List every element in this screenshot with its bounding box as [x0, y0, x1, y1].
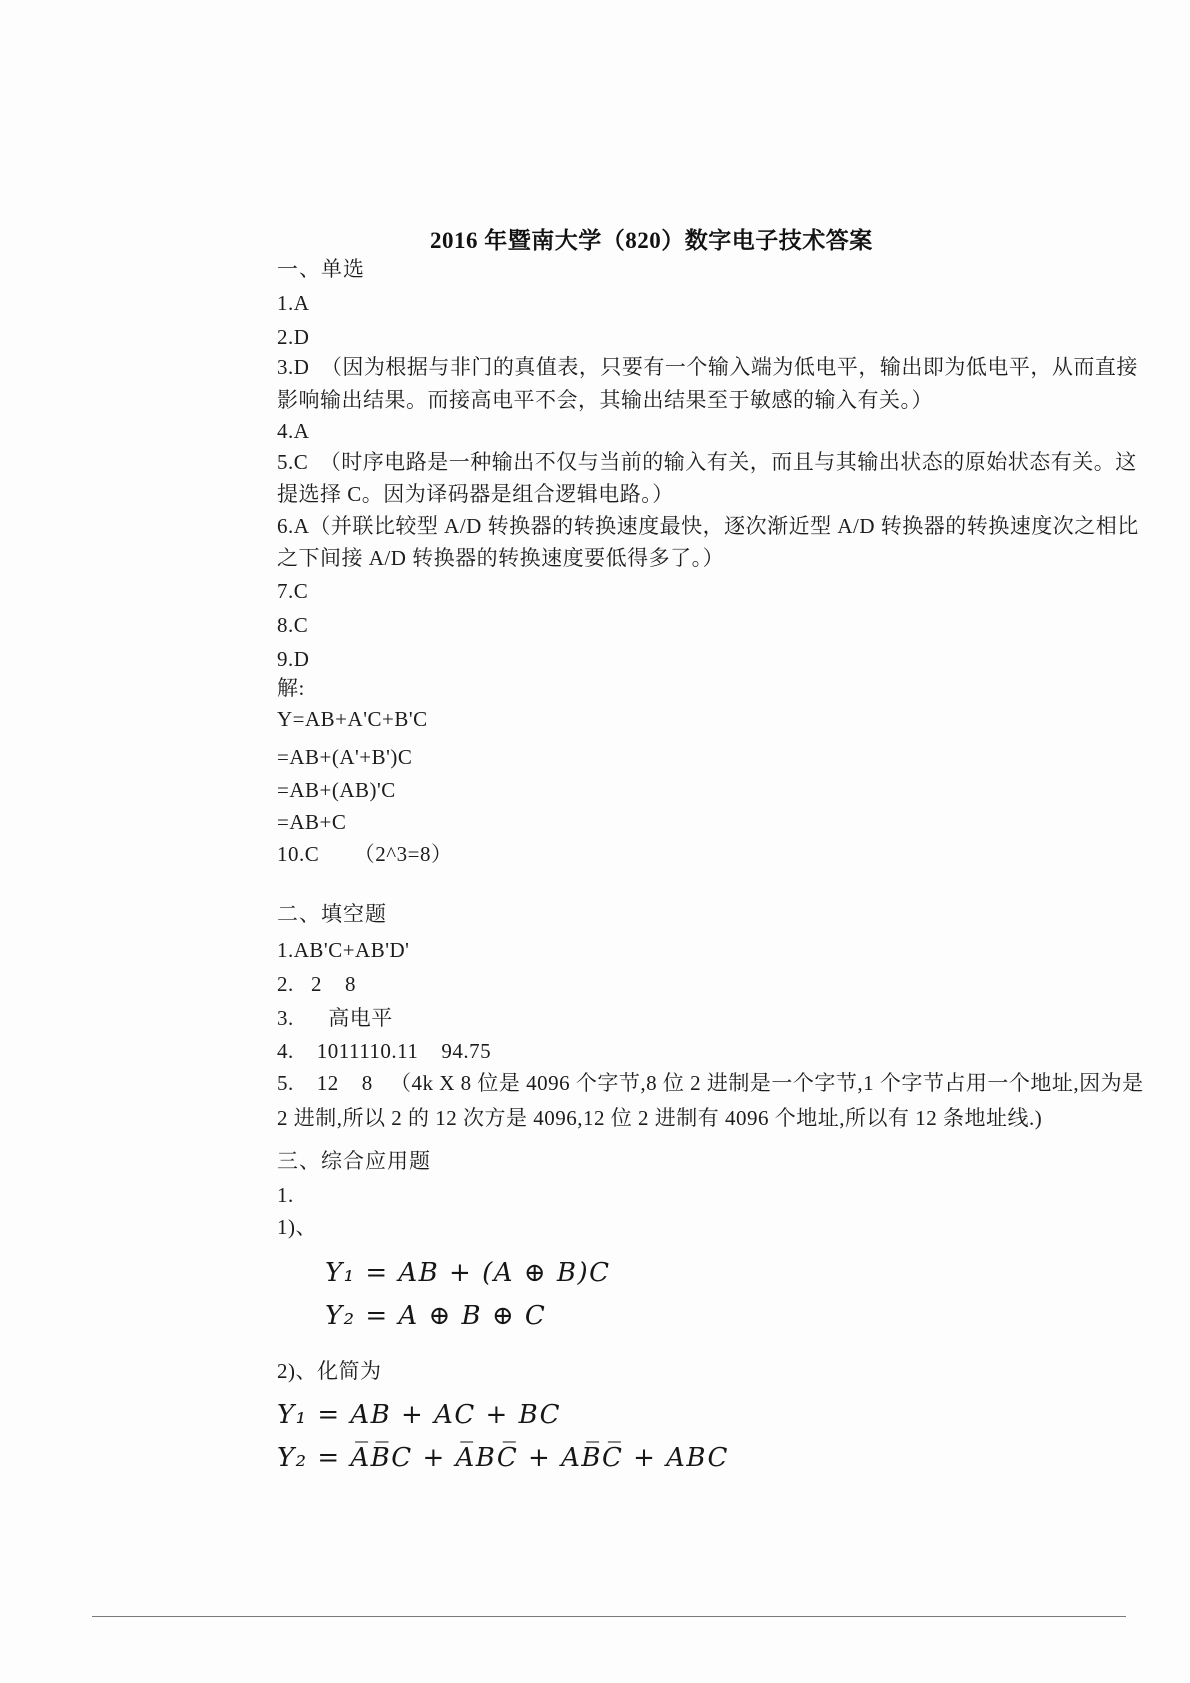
blank-5-line1: 5. 12 8 （4k X 8 位是 4096 个字节,8 位 2 进制是一个字节,1 个字节占用一个地址,因为是: [277, 1071, 1144, 1095]
answer-7: 7.C: [277, 579, 309, 603]
derivation-line2: =AB+(A'+B')C: [277, 745, 413, 769]
formula-y1: Y₁ = AB + (A ⊕ B)C: [325, 1258, 611, 1288]
step-1-label: 1)、: [277, 1215, 317, 1239]
formula-y2: Y₂ = A ⊕ B ⊕ C: [325, 1301, 547, 1331]
blank-4: 4. 1011110.11 94.75: [277, 1039, 492, 1063]
answer-5-explanation-line2: 提选择 C。因为译码器是组合逻辑电路。）: [277, 482, 674, 506]
question-1-label: 1.: [277, 1183, 294, 1207]
section3-heading: 三、综合应用题: [277, 1149, 431, 1173]
answer-6-explanation-line2: 之下间接 A/D 转换器的转换速度要低得多了。）: [277, 546, 725, 570]
solution-label: 解:: [277, 676, 305, 700]
answer-2: 2.D: [277, 325, 310, 349]
blank-3: 3. 高电平: [277, 1006, 393, 1030]
derivation-line3: =AB+(AB)'C: [277, 778, 396, 802]
derivation-line4: =AB+C: [277, 810, 347, 834]
section2-heading: 二、填空题: [277, 902, 387, 926]
answer-3-explanation-line2: 影响输出结果。而接高电平不会，其输出结果至于敏感的输入有关。）: [277, 388, 933, 412]
section1-heading: 一、单选: [277, 257, 365, 281]
answer-10: 10.C （2^3=8）: [277, 842, 453, 866]
blank-5-line2: 2 进制,所以 2 的 12 次方是 4096,12 位 2 进制有 4096 个地址,所以有 12 条地址线.): [277, 1106, 1043, 1130]
formula-y2-simplified: Y₂ = A̅B̅C + A̅BC̅ + AB̅C̅ + ABC: [277, 1443, 729, 1473]
answer-4: 4.A: [277, 419, 310, 443]
answer-3-explanation-line1: 3.D （因为根据与非门的真值表，只要有一个输入端为低电平，输出即为低电平，从而直接: [277, 355, 1138, 379]
answer-6-explanation-line1: 6.A（并联比较型 A/D 转换器的转换速度最快，逐次渐近型 A/D 转换器的转换速度次之相比: [277, 514, 1139, 538]
formula-y1-simplified: Y₁ = AB + AC + BC: [277, 1400, 562, 1430]
blank-2: 2. 2 8: [277, 972, 356, 996]
answer-9: 9.D: [277, 647, 310, 671]
answer-1: 1.A: [277, 291, 310, 315]
page-edge-line: [92, 1616, 1126, 1617]
step-2-label: 2)、化简为: [277, 1359, 382, 1383]
derivation-line1: Y=AB+A'C+B'C: [277, 707, 428, 731]
answer-8: 8.C: [277, 613, 309, 637]
answer-5-explanation-line1: 5.C （时序电路是一种输出不仅与当前的输入有关，而且与其输出状态的原始状态有关。这: [277, 450, 1137, 474]
page-title: 2016 年暨南大学（820）数字电子技术答案: [430, 228, 873, 253]
blank-1: 1.AB'C+AB'D': [277, 938, 410, 962]
